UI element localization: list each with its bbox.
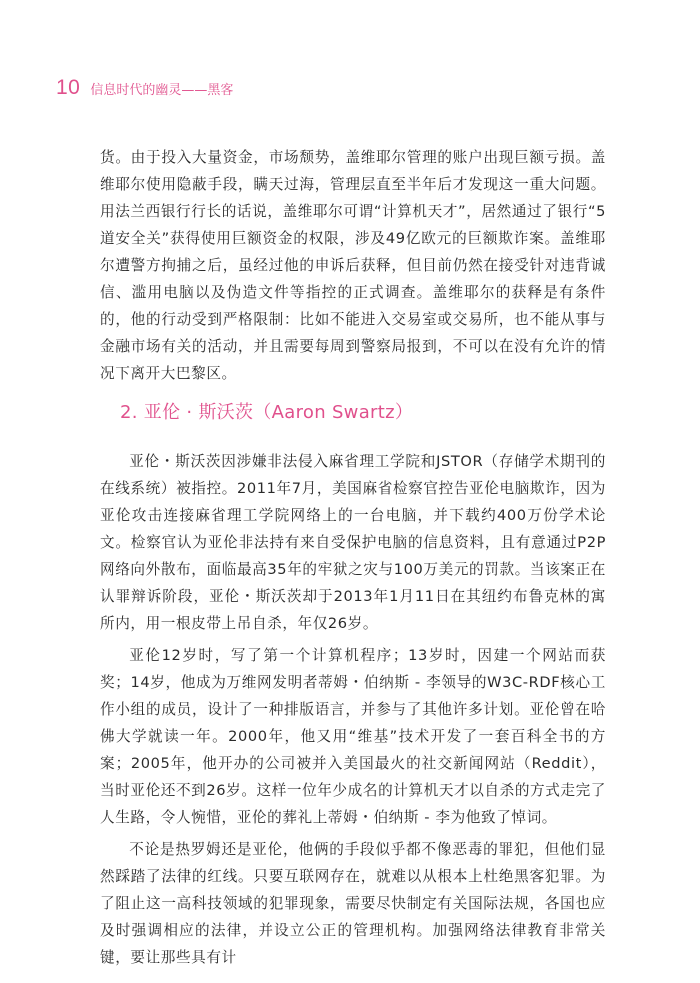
running-title: 信息时代的幽灵——黑客 — [90, 83, 234, 98]
continued-section — [100, 144, 606, 387]
body-section — [100, 448, 606, 971]
section-heading: 2. 亚伦 · 斯沃茨（Aaron Swartz） — [120, 402, 414, 423]
body-paragraph-2: 亚伦12岁时，写了第一个计算机程序；13岁时，因建一个网站而获奖；14岁，他成为万维网发明者蒂姆・伯纳斯 - 李领导的W3C-RDF核心工作小组的成员，设计了一种排版语言，并参与了其他许多计划。亚伦曾在哈佛大学就读一年。2000年，他又用“维基”技术开发了一套百科全书的方案；2005年，他开办的公司被并入美国最火的社交新闻网站（Reddit），当时亚伦还不到26岁。这样一位年少成名的计算机天才以自杀的方式走完了人生路，令人惋惜，亚伦的葬礼上蒂姆・伯纳斯 - 李为他致了悼词。 — [100, 647, 606, 826]
body-paragraph-3: 不论是热罗姆还是亚伦，他俩的手段似乎都不像恶毒的罪犯，但他们显然踩踏了法律的红线。只要互联网存在，就难以从根本上杜绝黑客犯罪。为了阻止这一高科技领域的犯罪现象，需要尽快制定有关国际法规，各国也应及时强调相应的法律，并设立公正的管理机构。加强网络法律教育非常关键，要让那些具有计 — [100, 841, 606, 966]
page-number: 10 — [56, 76, 81, 99]
continued-paragraph: 货。由于投入大量资金，市场颓势，盖维耶尔管理的账户出现巨额亏损。盖维耶尔使用隐蔽手段，瞒天过海，管理层直至半年后才发现这一重大问题。用法兰西银行行长的话说，盖维耶尔可谓“计算机天才”，居然通过了银行“5道安全关”获得使用巨额资金的权限，涉及49亿欧元的巨额欺诈案。盖维耶尔遭警方拘捕之后，虽经过他的申诉后获释，但目前仍然在接受针对违背诚信、滥用电脑以及伪造文件等指控的正式调查。盖维耶尔的获释是有条件的，他的行动受到严格限制：比如不能进入交易室或交易所，也不能从事与金融市场有关的活动，并且需要每周到警察局报到，不可以在没有允许的情况下离开大巴黎区。 — [100, 149, 606, 382]
running-header — [56, 76, 233, 100]
body-paragraph-1: 亚伦・斯沃茨因涉嫌非法侵入麻省理工学院和JSTOR（存储学术期刊的在线系统）被指控。2011年7月，美国麻省检察官控告亚伦电脑欺诈，因为亚伦攻击连接麻省理工学院网络上的一台电脑，并下载约400万份学术论文。检察官认为亚伦非法持有来自受保护电脑的信息资料，且有意通过P2P网络向外散布，面临最高35年的牢狱之灾与100万美元的罚款。当该案正在认罪辩诉阶段，亚伦・斯沃茨却于2013年1月11日在其纽约布鲁克林的寓所内，用一根皮带上吊自杀，年仅26岁。 — [100, 453, 606, 632]
